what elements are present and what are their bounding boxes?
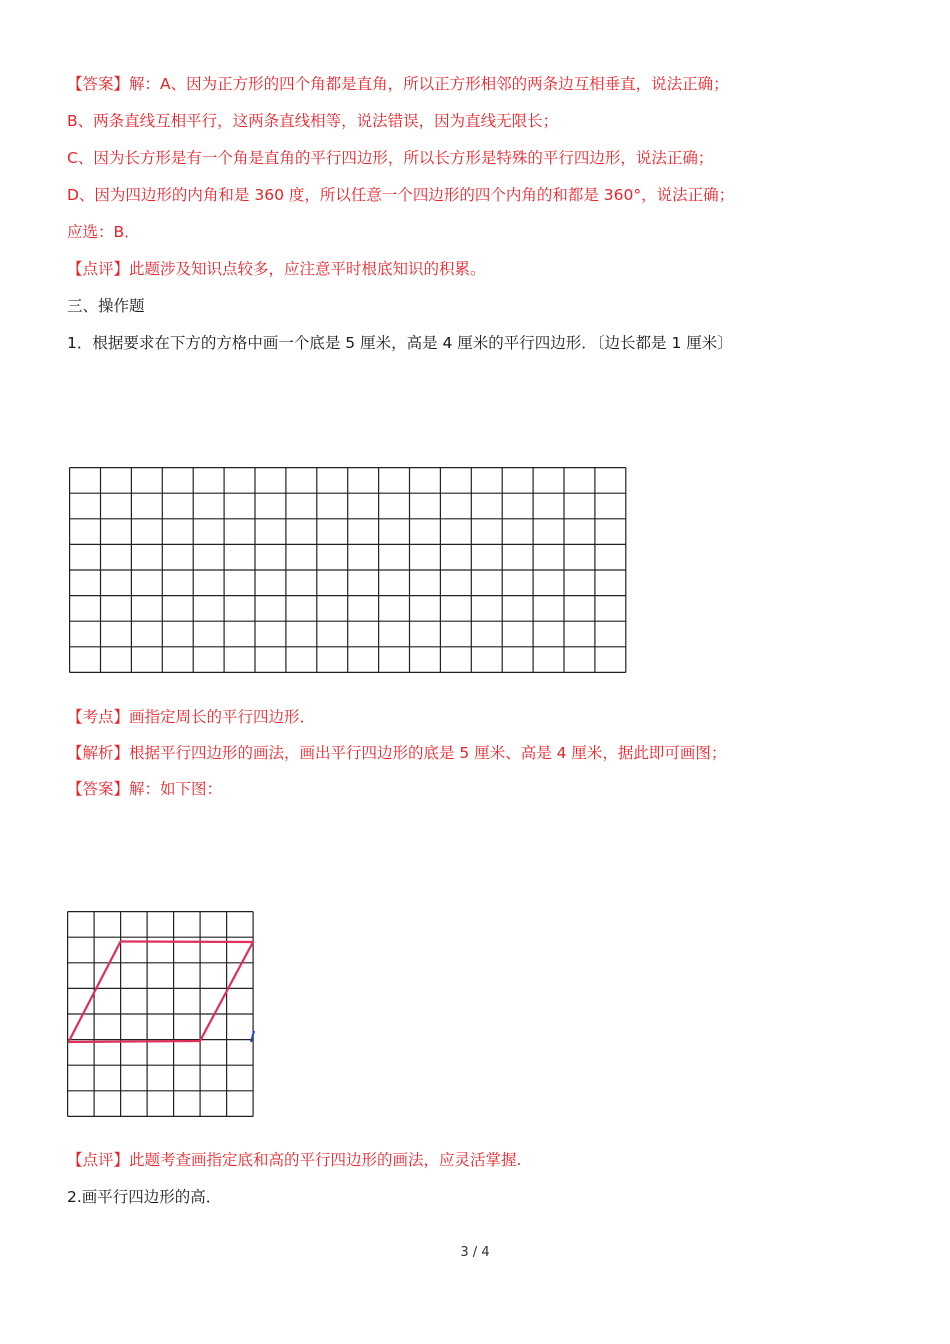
answer-line-c: C、因为长方形是有一个角是直角的平行四边形，所以长方形是特殊的平行四边形，说法正确； bbox=[67, 149, 714, 167]
answer-grid bbox=[67, 911, 257, 1118]
section-title: 三、操作题 bbox=[67, 297, 145, 315]
question-1-text: 1．根据要求在下方的方格中画一个底是 5 厘米，高是 4 厘米的平行四边形．〔边长都是 1 厘米〕 bbox=[67, 334, 733, 352]
answer-line-b: B、两条直线互相平行，这两条直线相等，说法错误，因为直线无限长； bbox=[67, 112, 559, 130]
question-1-comment: 【点评】此题考查画指定底和高的平行四边形的画法，应灵活掌握. bbox=[67, 1151, 522, 1169]
parallelogram-shape bbox=[69, 942, 254, 1043]
answer-line-d: D、因为四边形的内角和是 360 度，所以任意一个四边形的四个内角的和都是 360°，说法正确； bbox=[67, 186, 735, 204]
answer-text: 【答案】解：如下图： bbox=[67, 780, 223, 798]
answer-line-a: 【答案】解：A、因为正方形的四个角都是直角，所以正方形相邻的两条边互相垂直，说法正确； bbox=[67, 75, 729, 93]
answer-comment: 【点评】此题涉及知识点较多，应注意平时根底知识的积累。 bbox=[67, 260, 486, 278]
question-2-text: 2.画平行四边形的高． bbox=[67, 1188, 222, 1206]
kaodian-text: 【考点】画指定周长的平行四边形． bbox=[67, 708, 316, 726]
page-number: 3 / 4 bbox=[460, 1245, 490, 1260]
empty-grid bbox=[69, 467, 628, 674]
jiexi-text: 【解析】根据平行四边形的画法，画出平行四边形的底是 5 厘米、高是 4 厘米，据此即可画图； bbox=[67, 744, 727, 762]
answer-choice: 应选：B． bbox=[67, 223, 140, 241]
